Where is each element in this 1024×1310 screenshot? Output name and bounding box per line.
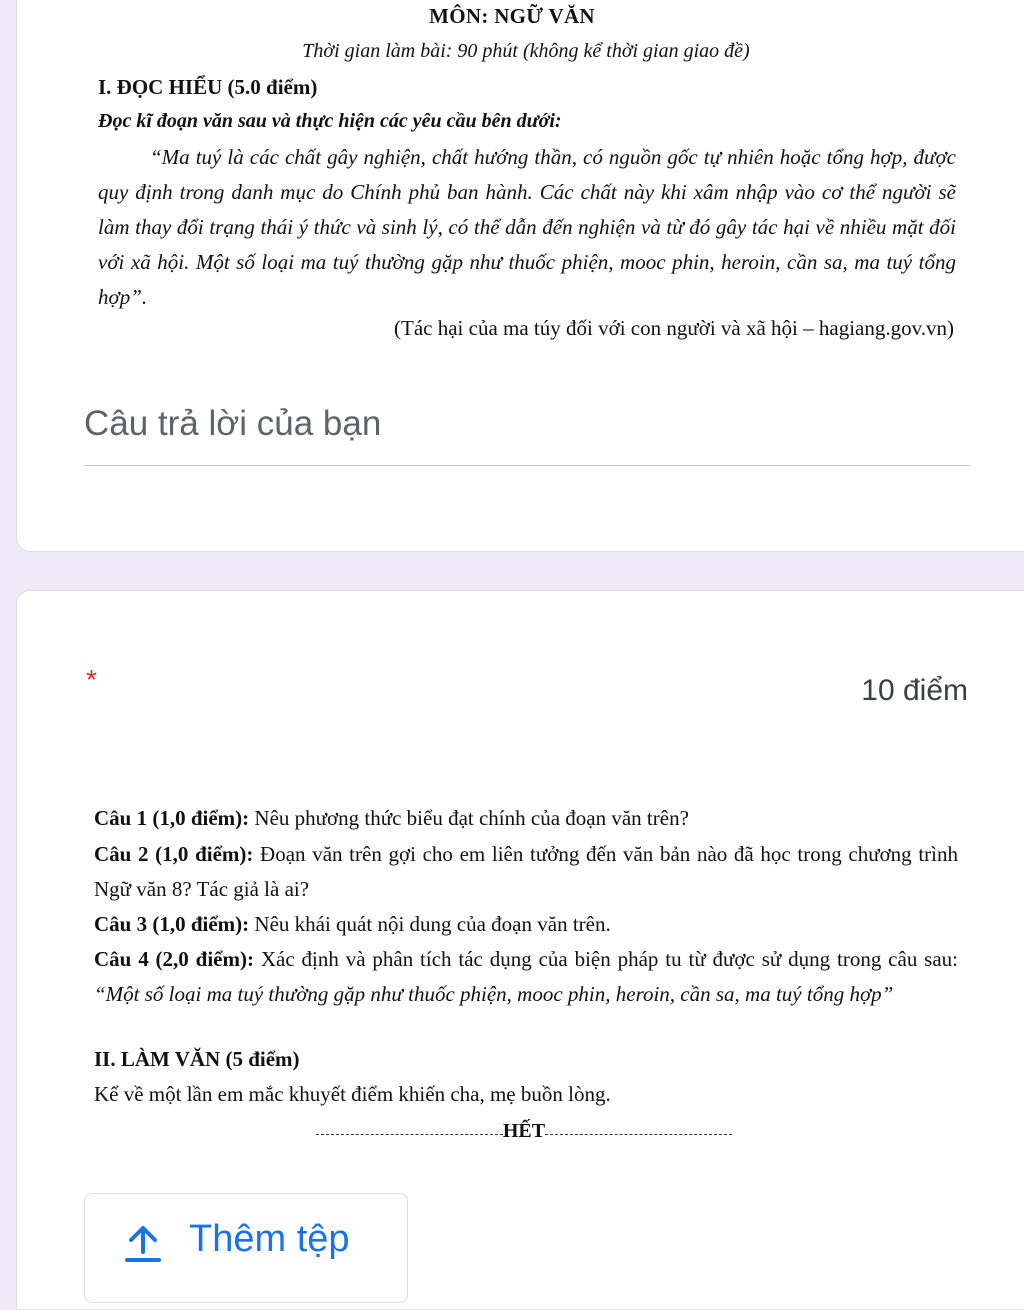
- reading-passage: “Ma tuý là các chất gây nghiện, chất hướng thần, có nguồn gốc tự nhiên hoặc tổng hợp, được quy định trong danh mục do Chính phủ ban hành. Các chất này khi xâm nhập vào cơ thể người sẽ làm thay đổi trạng thái ý thức và sinh lý, có thể dẫn đến nghiện và từ đó gây tác hại về nhiều mặt đối với xã hội. Một số loại ma tuý thường gặp như thuốc phiện, mooc phin, heroin, cần sa, ma tuý tổng hợp”.: [98, 145, 956, 309]
- required-mark: *: [86, 664, 97, 695]
- end-label: HẾT: [502, 1120, 546, 1142]
- answer-input[interactable]: Câu trả lời của bạn: [84, 404, 382, 443]
- question-2: [94, 837, 958, 907]
- question-4-quote: “Một số loại ma tuý thường gặp như thuốc phiện, mooc phin, heroin, cần sa, ma tuý tổng hợp”: [94, 982, 894, 1006]
- points-label: 10 điểm: [861, 674, 968, 707]
- question-4-text: Xác định và phân tích tác dụng của biện pháp tu từ được sử dụng trong câu sau:: [253, 947, 959, 971]
- end-dash-right: [545, 1134, 732, 1135]
- section2-task: Kể về một lần em mắc khuyết điểm khiến cha, mẹ buồn lòng.: [94, 1082, 611, 1106]
- question-3-text: Nêu khái quát nội dung của đoạn văn trên.: [249, 912, 611, 936]
- upload-icon: [125, 1224, 161, 1264]
- question-2-label: Câu 2 (1,0 điểm):: [94, 842, 254, 866]
- add-file-label: Thêm tệp: [189, 1218, 350, 1260]
- section1-heading: I. ĐỌC HIỂU (5.0 điểm): [98, 75, 318, 99]
- exam-time: Thời gian làm bài: 90 phút (không kể thời gian giao đề): [302, 40, 750, 62]
- question-3: [94, 907, 958, 942]
- end-dash-left: [316, 1134, 503, 1135]
- section1-instruction: Đọc kĩ đoạn văn sau và thực hiện các yêu cầu bên dưới:: [98, 110, 562, 132]
- add-file-button[interactable]: [84, 1193, 408, 1303]
- end-marker: [316, 1120, 732, 1143]
- section2-heading: II. LÀM VĂN (5 điểm): [94, 1047, 300, 1071]
- question-4: [94, 942, 958, 1012]
- question-3-label: Câu 3 (1,0 điểm):: [94, 912, 250, 936]
- answer-underline: [84, 465, 970, 466]
- question-1-text: Nêu phương thức biểu đạt chính của đoạn văn trên?: [249, 806, 689, 830]
- question-4-label: Câu 4 (2,0 điểm):: [94, 947, 254, 971]
- exam-subject: MÔN: NGỮ VĂN: [429, 4, 595, 28]
- question-1-label: Câu 1 (1,0 điểm):: [94, 806, 250, 830]
- passage-source: (Tác hại của ma túy đối với con người và xã hội – hagiang.gov.vn): [394, 316, 954, 340]
- question-1: [94, 801, 958, 836]
- question-2-text: Đoạn văn trên gợi cho em liên tưởng đến văn bản nào đã học trong chương trình Ngữ văn 8? Tác giả là ai?: [94, 842, 959, 901]
